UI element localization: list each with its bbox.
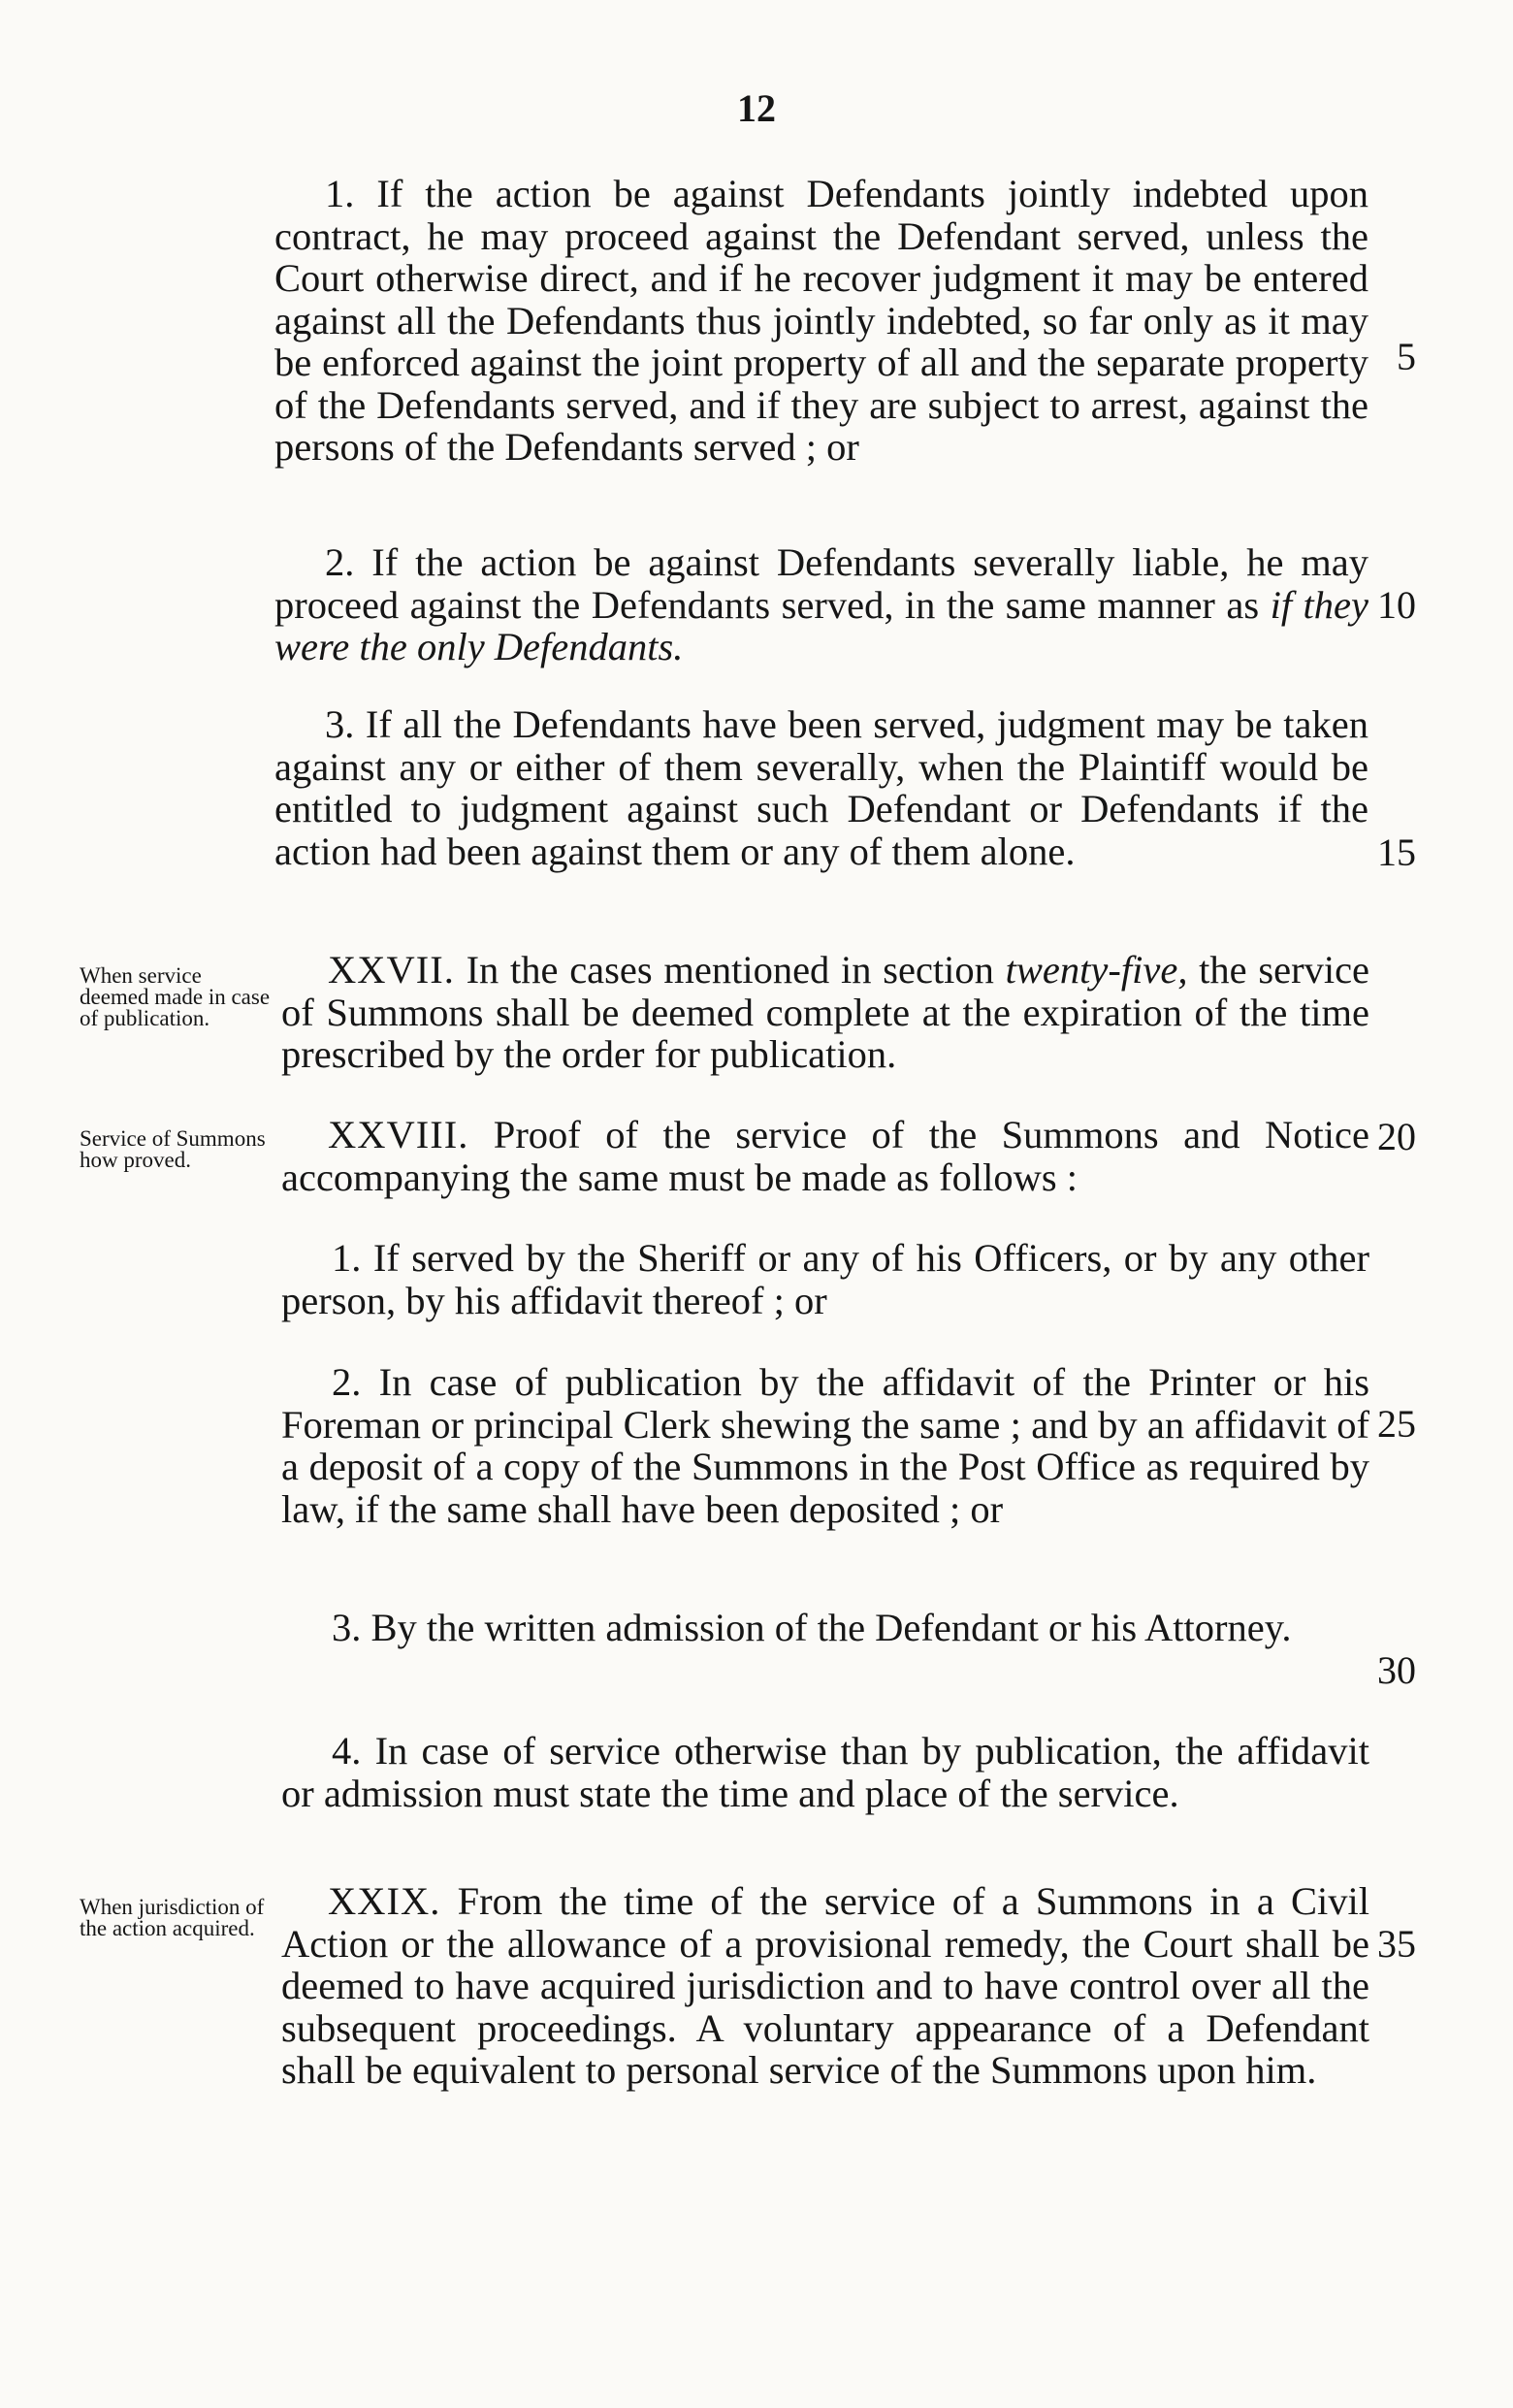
subsection-3: [274, 703, 1368, 872]
line-number-20: 20: [1377, 1115, 1416, 1158]
section-text: From the time of the service of a Summons in a Civil Action or the allowance of a provisional remedy, the Court shall be deemed to have acquired jurisdiction and to have control over all the subsequent proceedings. A voluntary appearance of a Defendant shall be equivalent to personal service of the Summons upon him.: [281, 1879, 1370, 2092]
section-text: Proof of the service of the Summons and Notice accompanying the same must be made as follows :: [281, 1113, 1369, 1199]
line-number-35: 35: [1377, 1922, 1416, 1966]
sec28-item-2: [281, 1361, 1369, 1530]
section-numeral: XXVII.: [328, 948, 455, 992]
sec28-item-3: [281, 1607, 1369, 1649]
item-number: 1.: [325, 172, 355, 215]
line-number-10: 10: [1377, 583, 1416, 627]
item-text: In case of service otherwise than by publication, the affidavit or admission must state the time and place of the service.: [281, 1729, 1369, 1815]
section-27: [281, 949, 1369, 1076]
paragraph-text: If all the Defendants have been served, judgment may be taken against any or either of them severally, when the Plaintiff would be entitled to judgment against such Defendant or Defendants if the action had been against them or any of them alone.: [274, 702, 1369, 873]
line-number-30: 30: [1377, 1648, 1416, 1692]
page-number: 12: [737, 86, 776, 130]
section-29: [281, 1880, 1369, 2092]
item-text: In case of publication by the affidavit of the Printer or his Foreman or principal Clerk shewing the same ; and by an affidavit of a deposit of a copy of the Summons in the Post Office as required by law, if the same shall have been deposited ; or: [281, 1360, 1369, 1531]
section-text: In the cases mentioned in section: [466, 948, 994, 992]
line-number-5: 5: [1397, 335, 1416, 378]
line-number-25: 25: [1377, 1402, 1416, 1446]
item-text: If served by the Sheriff or any of his Officers, or by any other person, by his affidavit thereof ; or: [281, 1236, 1370, 1322]
item-text: By the written admission of the Defendant or his Attorney.: [370, 1606, 1292, 1649]
section-28: [281, 1114, 1369, 1198]
item-number: 2.: [332, 1360, 362, 1404]
subsection-2: [274, 541, 1368, 668]
item-number: 1.: [332, 1236, 362, 1280]
italic-text: if they were the only Defendants.: [274, 582, 1369, 668]
subsection-1: [274, 173, 1368, 469]
sec28-item-4: [281, 1730, 1369, 1814]
margin-note-sec28: Service of Summons how proved.: [80, 1126, 266, 1172]
section-numeral: XXIX.: [328, 1879, 441, 1923]
section-numeral: XXVIII.: [328, 1113, 469, 1156]
paragraph-text: If the action be against Defendants jointly indebted upon contract, he may proceed against the Defendant served, unless the Court otherwise direct, and if he recover judgment it may be entered against all the Defendants thus jointly indebted, so far only as it may be enforced against the joint property of all and the separate property of the Defendants served, and if they are subject to arrest, against the persons of the Defendants served ; or: [274, 172, 1369, 469]
line-number-15: 15: [1377, 830, 1416, 874]
item-number: 3.: [332, 1606, 362, 1649]
section-text-tail: the service of Summons shall be deemed complete at the expiration of the time prescribed by the order for publication.: [281, 948, 1370, 1076]
margin-note-sec29: When jurisdiction of the action acquired.: [80, 1895, 265, 1940]
item-number: 4.: [332, 1729, 362, 1773]
paragraph-text: If the action be against Defendants severally liable, he may proceed against the Defendants served, in the same manner as: [274, 540, 1369, 627]
item-number: 3.: [325, 702, 355, 746]
sec28-item-1: [281, 1237, 1369, 1321]
item-number: 2.: [325, 540, 355, 584]
italic-text: twenty-five,: [1005, 948, 1188, 992]
margin-note-sec27: When service deemed made in case of publication.: [80, 963, 271, 1030]
